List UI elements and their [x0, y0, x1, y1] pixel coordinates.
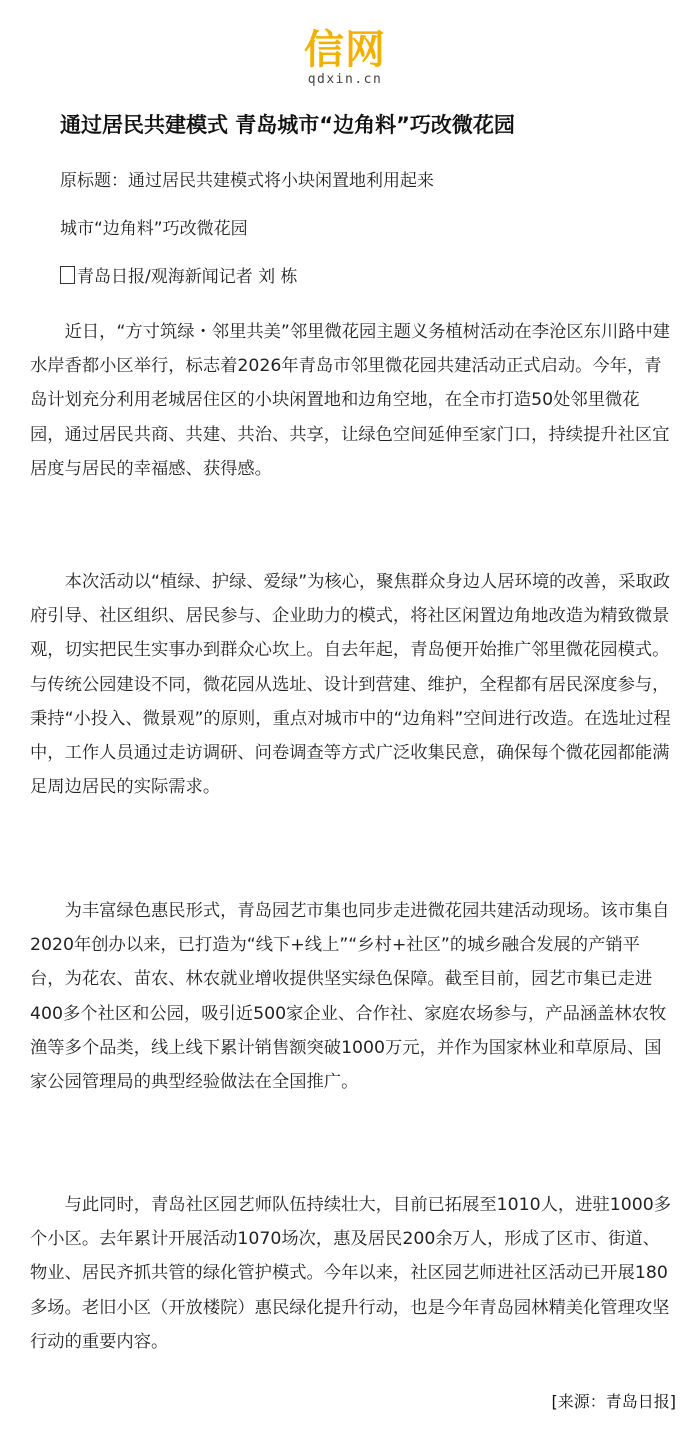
- article-paragraph: 为丰富绿色惠民形式，青岛园艺市集也同步走进微花园共建活动现场。该市集自2020年创办以来，已打造为“线下+线上”“乡村+社区”的城乡融合发展的产销平台，为花农、苗农、林农就业增收提供坚实绿色保障。截至目前，园艺市集已走进400多个社区和公园，吸引近500家企业、合作社、家庭农场参与，产品涵盖林农牧渔等多个品类，线上线下累计销售额突破1000万元，并作为国家林业和草原局、国家公园管理局的典型经验做法在全国推广。: [30, 901, 670, 1093]
- original-title: 原标题：通过居民共建模式将小块闲置地利用起来: [60, 171, 434, 191]
- placeholder-box-icon: [60, 266, 75, 284]
- byline: [60, 262, 670, 292]
- article-subtitle: 城市“边角料”巧改微花园: [60, 219, 248, 239]
- site-logo[interactable]: [0, 28, 690, 88]
- article-paragraph: 近日，“方寸筑绿・邻里共美”邻里微花园主题义务植树活动在李沧区东川路中建水岸香都小区举行，标志着2026年青岛市邻里微花园共建活动正式启动。今年，青岛计划充分利用老城居住区的小块闲置地和边角空地，在全市打造50处邻里微花园，通过居民共商、共建、共治、共享，让绿色空间延伸至家门口，持续提升社区宜居度与居民的幸福感、获得感。: [30, 322, 671, 479]
- logo-mark: 信网: [304, 27, 386, 73]
- logo-url: qdxin.cn: [307, 72, 383, 87]
- byline-text: 青岛日报/观海新闻记者 刘 栋: [77, 267, 298, 287]
- article-paragraph: 与此同时，青岛社区园艺师队伍持续壮大，目前已拓展至1010人，进驻1000多个小区。去年累计开展活动1070场次，惠及居民200余万人，形成了区市、街道、物业、居民齐抓共管的绿化管护模式。今年以来，社区园艺师进社区活动已开展180多场。老旧小区（开放楼院）惠民绿化提升行动，也是今年青岛园林精美化管理攻坚行动的重要内容。: [30, 1195, 671, 1352]
- article-source: [来源：青岛日报]: [551, 1392, 676, 1411]
- article-title: 通过居民共建模式 青岛城市“边角料”巧改微花园: [60, 113, 515, 137]
- article-paragraph: 本次活动以“植绿、护绿、爱绿”为核心，聚焦群众身边人居环境的改善，采取政府引导、社区组织、居民参与、企业助力的模式，将社区闲置边角地改造为精致微景观，切实把民生实事办到群众心坎上。自去年起，青岛便开始推广邻里微花园模式。与传统公园建设不同，微花园从选址、设计到营建、维护，全程都有居民深度参与，秉持“小投入、微景观”的原则，重点对城市中的“边角料”空间进行改造。在选址过程中，工作人员通过走访调研、问卷调查等方式广泛收集民意，确保每个微花园都能满足周边居民的实际需求。: [30, 572, 671, 798]
